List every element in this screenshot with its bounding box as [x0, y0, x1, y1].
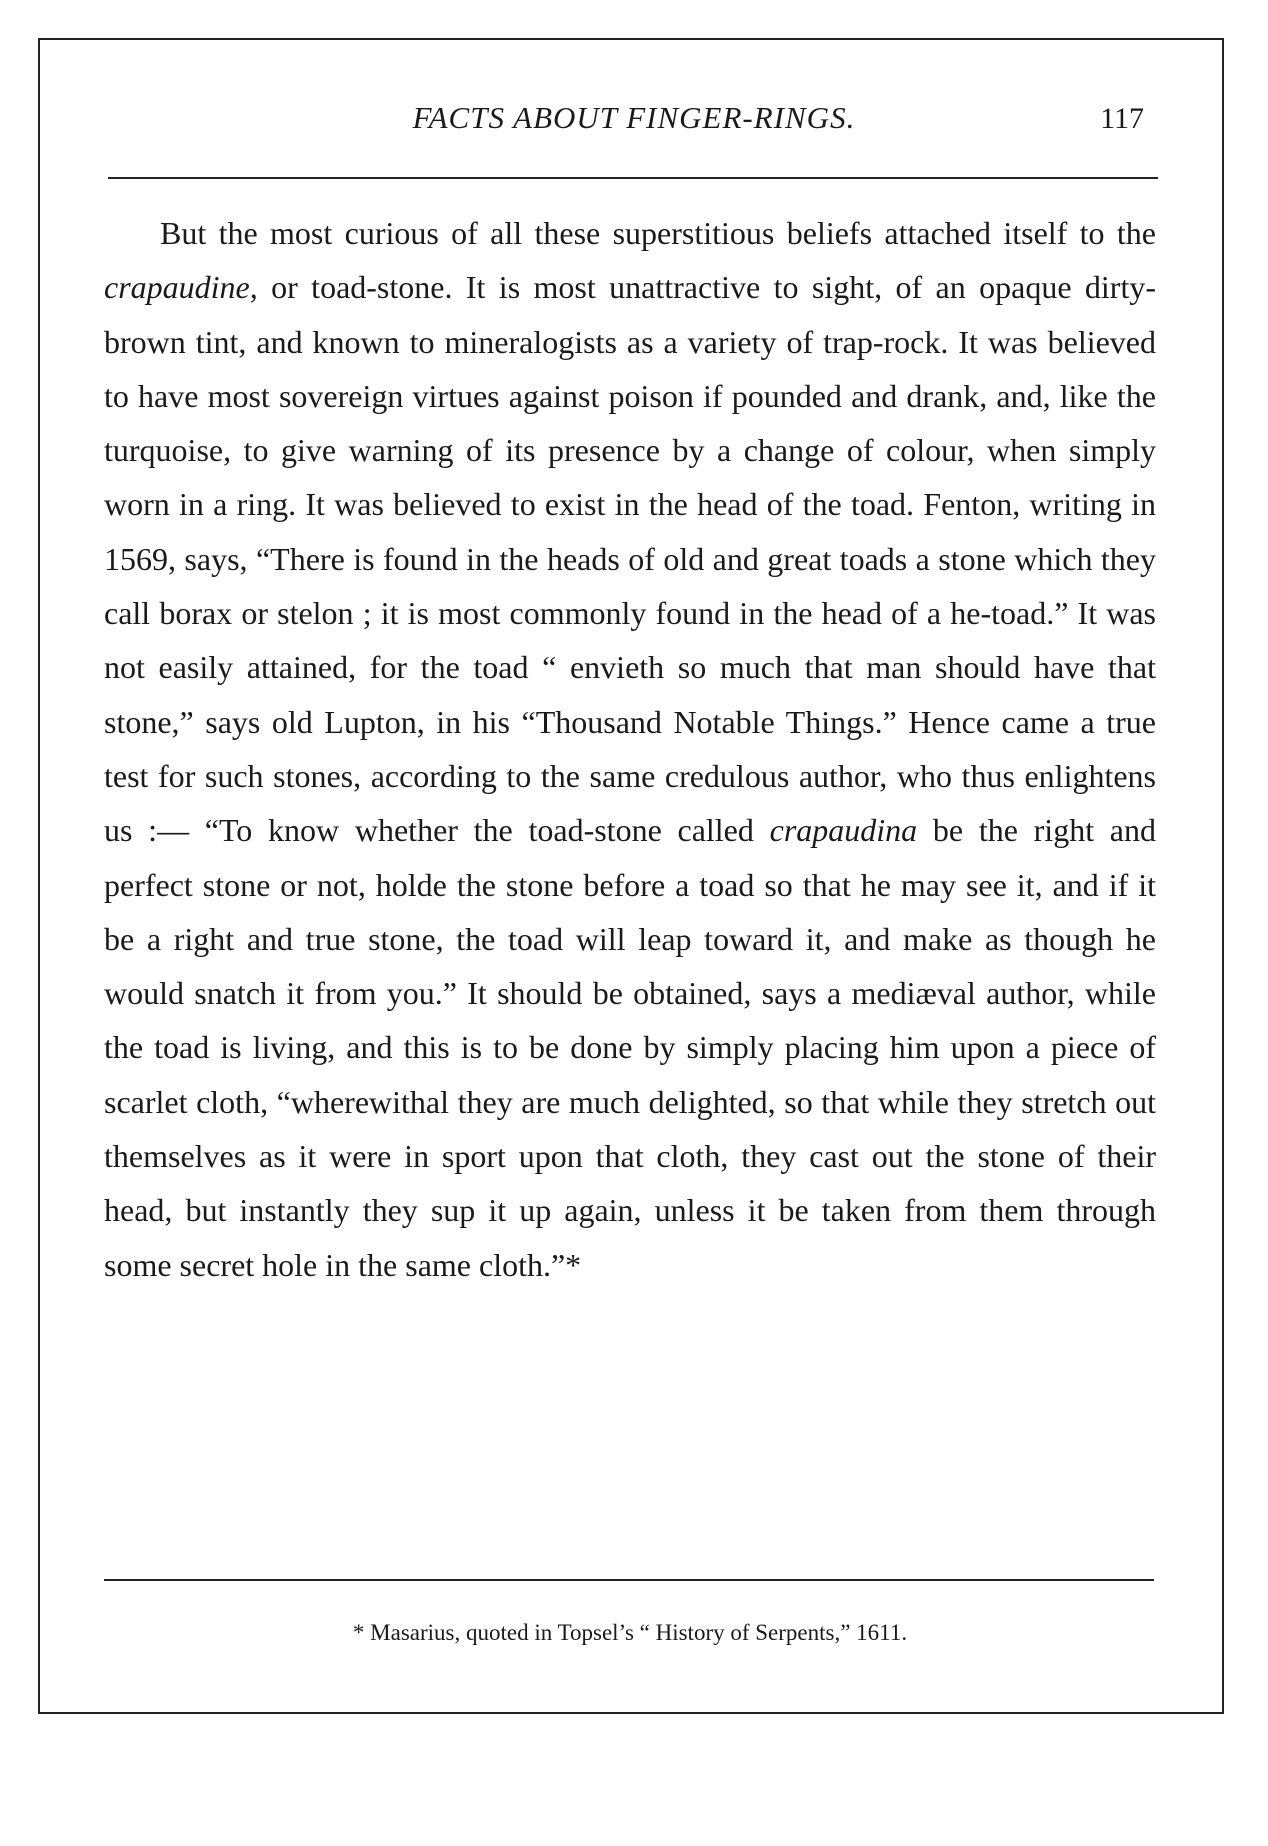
text-segment: or toad-stone. It is most unattractive to sight, of an opaque dirty-brown tint, and known to mineralogists as a variety of trap-rock. It was believed to have most sovereign virtues against poison if pounded and drank, and, like the turquoise, to give warning of its presence by a change of colour, when simply worn in a ring. It was believed to exist in the head of the toad. Fenton, writing in 1569, says, “There is found in the heads of old and great toads a stone which they call borax or stelon ; it is most commonly found in the head of a he-toad.” It was not easily attained, for the toad “ envieth so much that man should have that stone,” says old Lupton, in his “Thousand Notable Things.” Hence came a true test for such stones, according to the same credulous author, who thus enlightens us :— “To know whether the toad-stone called — [104, 269, 1156, 849]
paragraph — [104, 206, 1156, 1292]
text-segment: But the most curious of all these superstitious beliefs attached itself to the — [160, 215, 1156, 251]
header-rule — [108, 177, 1158, 179]
footnote-rule — [104, 1579, 1154, 1581]
italic-term: crapaudina — [769, 812, 918, 849]
running-title: FACTS ABOUT FINGER-RINGS. — [412, 100, 856, 135]
text-segment: be the right and perfect stone or not, holde the stone before a toad so that he may see it, and if it be a right and true stone, the toad will leap toward it, and make as though he would snatch it from you.” It should be obtained, says a mediæval author, while the toad is living, and this is to be done by simply placing him upon a piece of scarlet cloth, “wherewithal they are much delighted, so that while they stretch out themselves as it were in sport upon that cloth, they cast out the stone of their head, but instantly they sup it up again, unless it be taken from them through some secret hole in the same cloth.”* — [104, 812, 1157, 1283]
page-header — [104, 100, 1164, 144]
footnote: * Masarius, quoted in Topsel’s “ History of Serpents,” 1611. — [352, 1620, 908, 1645]
body-text — [104, 206, 1156, 1292]
italic-term: crapaudine, — [104, 269, 258, 306]
page-number: 117 — [1100, 102, 1144, 135]
